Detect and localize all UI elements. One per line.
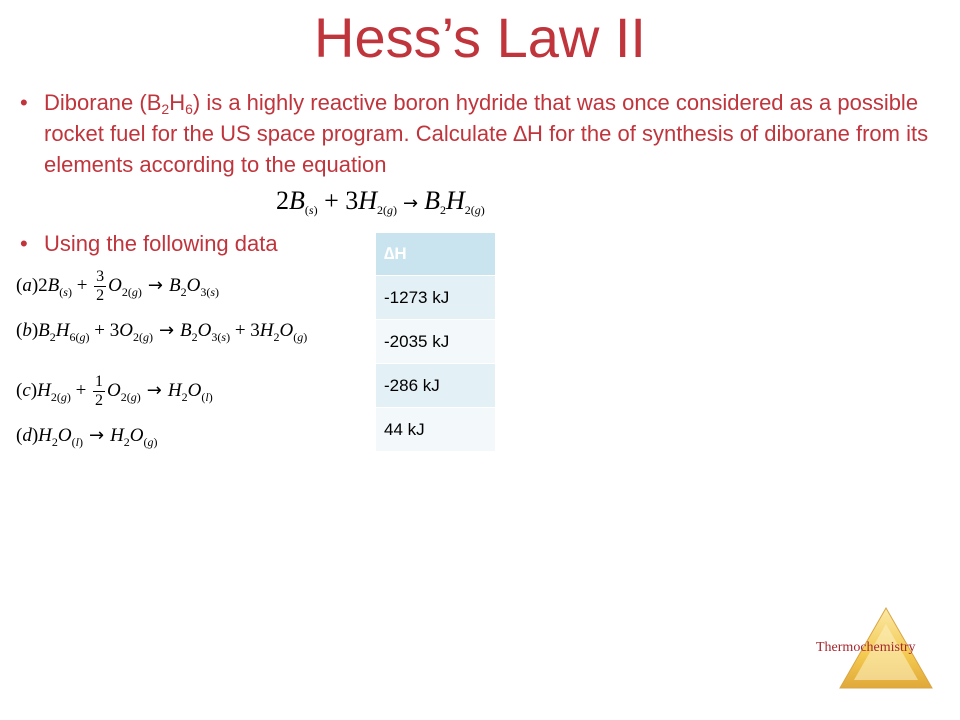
table-row: 44 kJ — [376, 408, 495, 451]
bullet-text: Diborane $(B_2H_6)$ is a highly reactive boron hydride that was once considered as a possible rocket fuel for the US space program. Calculate ∆H for the of synthesis of diborane from its elements according to the equation — [44, 90, 929, 177]
bullet-marker: • — [20, 90, 28, 115]
footer-label: Thermochemistry — [816, 640, 916, 655]
bullet-diborane — [20, 87, 950, 180]
table-row: -1273 kJ — [376, 276, 495, 319]
bullet-using-data — [20, 228, 420, 259]
bullet-marker: • — [20, 231, 28, 256]
table-row: -2035 kJ — [376, 320, 495, 363]
equation-a: $(a)2B_{(s)}$ + $\frac{3}{2}$ $O_{2(g)} \to B_2O_{3(s)}$ — [16, 268, 219, 304]
table-row: -286 kJ — [376, 364, 495, 407]
equation-b: $(b)B_2H_{6(g)} + 3O_{2(g)} \to B_2O_{3(s)} + 3H_2O_{(g)}$ — [16, 320, 308, 344]
equation-d: $(d)H_2O_{(l)} \to H_2O_{(g)}$ — [16, 425, 158, 449]
main-equation: $2B_{(s)} + 3H_{2(g)} \to B_2H_{2(g)}$ — [276, 186, 485, 217]
bullet-text: Using the following data — [44, 231, 278, 256]
enthalpy-table — [376, 233, 495, 452]
table-header: ∆H — [376, 233, 495, 275]
equation-c: $(c)H_{2(g)}$ + $\frac{1}{2}$ $O_{2(g)} \to H_2O_{(l)}$ — [16, 373, 213, 409]
slide-title: Hess’s Law II — [314, 6, 646, 69]
